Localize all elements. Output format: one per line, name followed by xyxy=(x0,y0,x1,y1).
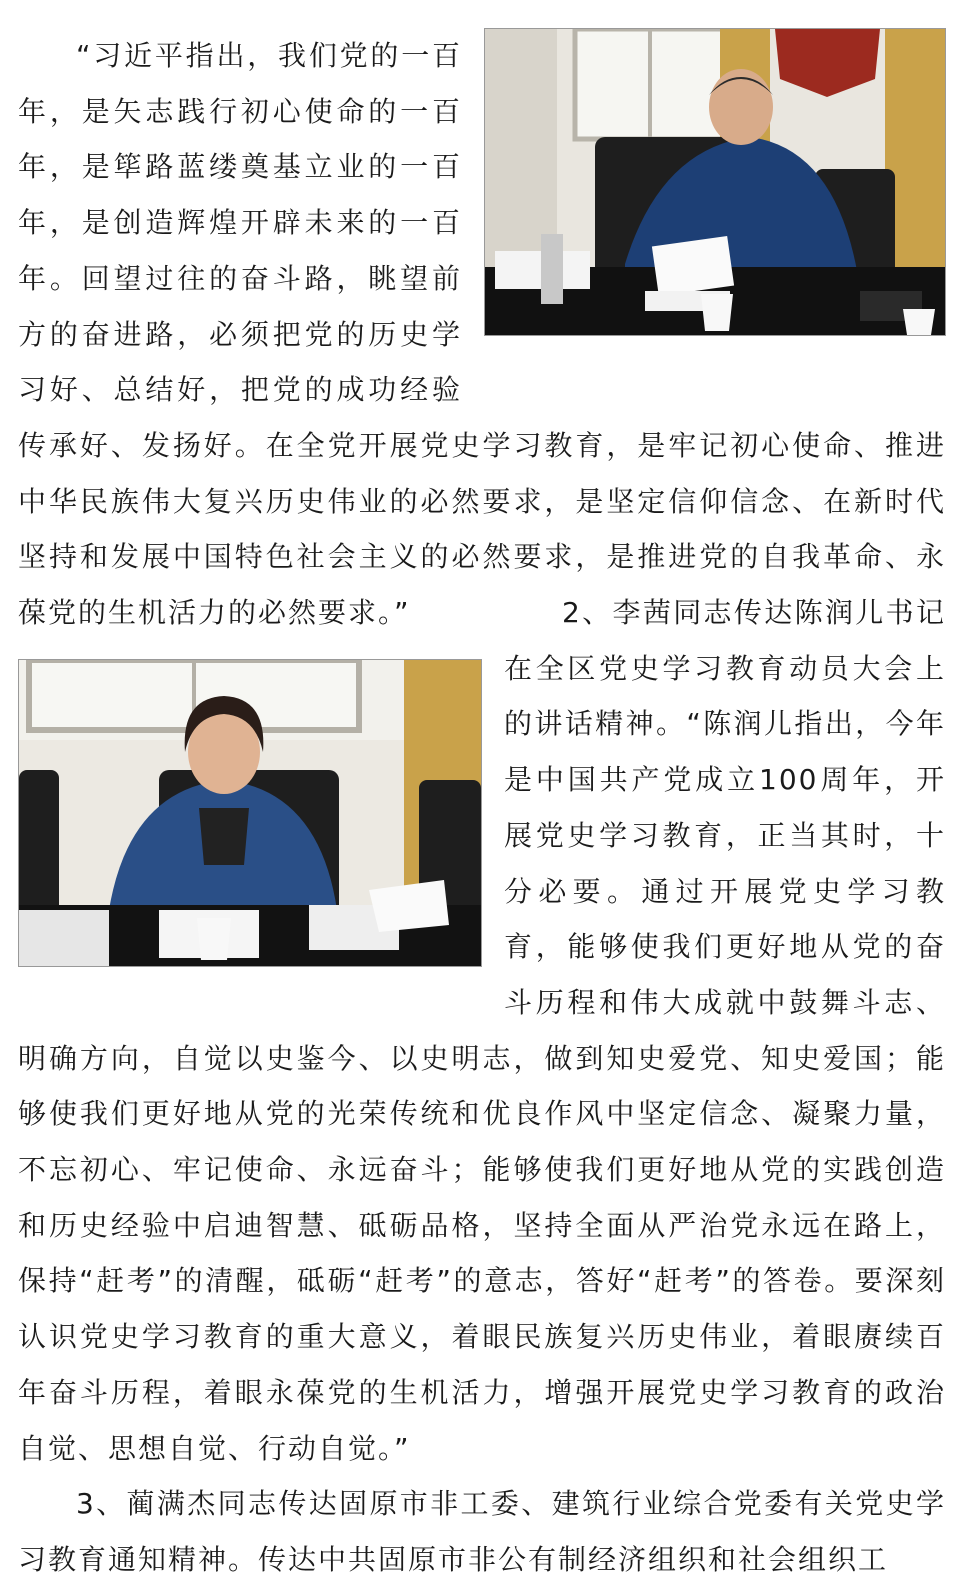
meeting-photo-man xyxy=(484,28,946,336)
document-page xyxy=(18,28,946,1588)
paragraph-1: “习近平指出，我们党的一百年，是矢志践行初心使命的一百年，是筚路蓝缕奠基立业的一百年，是创造辉煌开辟未来的一百年。回望过往的奋斗路，眺望前方的奋进路，必须把党的历史学习好、总结好，把党的成功经验传承好、发扬好。在全党开展党史学习教育，是牢记初心使命、推进中华民族伟大复兴历史伟业的必然要求，是坚定信仰信念、在新时代坚持和发展中国特色社会主义的必然要求，是推进党的自我革命、永葆党的生机活力的必然要求。” xyxy=(18,39,946,630)
meeting-photo-woman xyxy=(18,659,482,967)
paragraph-2: 2、李茜同志传达陈润儿书记在全区党史学习教育动员大会上的讲话精神。“陈润儿指出，今年是中国共产党成立100周年，开展党史学习教育，正当其时，十分必要。通过开展党史学习教育，能够使我们更好地从党的奋斗历程和伟大成就中鼓舞斗志、明确方向，自觉以史鉴今、以史明志，做到知史爱党、知史爱国；能够使我们更好地从党的光荣传统和优良作风中坚定信念、凝聚力量，不忘初心、牢记使命、永远奋斗；能够使我们更好地从党的实践创造和历史经验中启迪智慧、砥砺品格，坚持全面从严治党永远在路上，保持“赶考”的清醒，砥砺“赶考”的意志，答好“赶考”的答卷。要深刻认识党史学习教育的重大意义，着眼民族复兴历史伟业，着眼赓续百年奋斗历程，着眼永葆党的生机活力，增强开展党史学习教育的政治自觉、思想自觉、行动自觉。” xyxy=(18,596,946,1465)
paragraph-3: 3、蔺满杰同志传达固原市非工委、建筑行业综合党委有关党史学习教育通知精神。传达中共固原市非公有制经济组织和社会组织工 xyxy=(18,1487,946,1576)
